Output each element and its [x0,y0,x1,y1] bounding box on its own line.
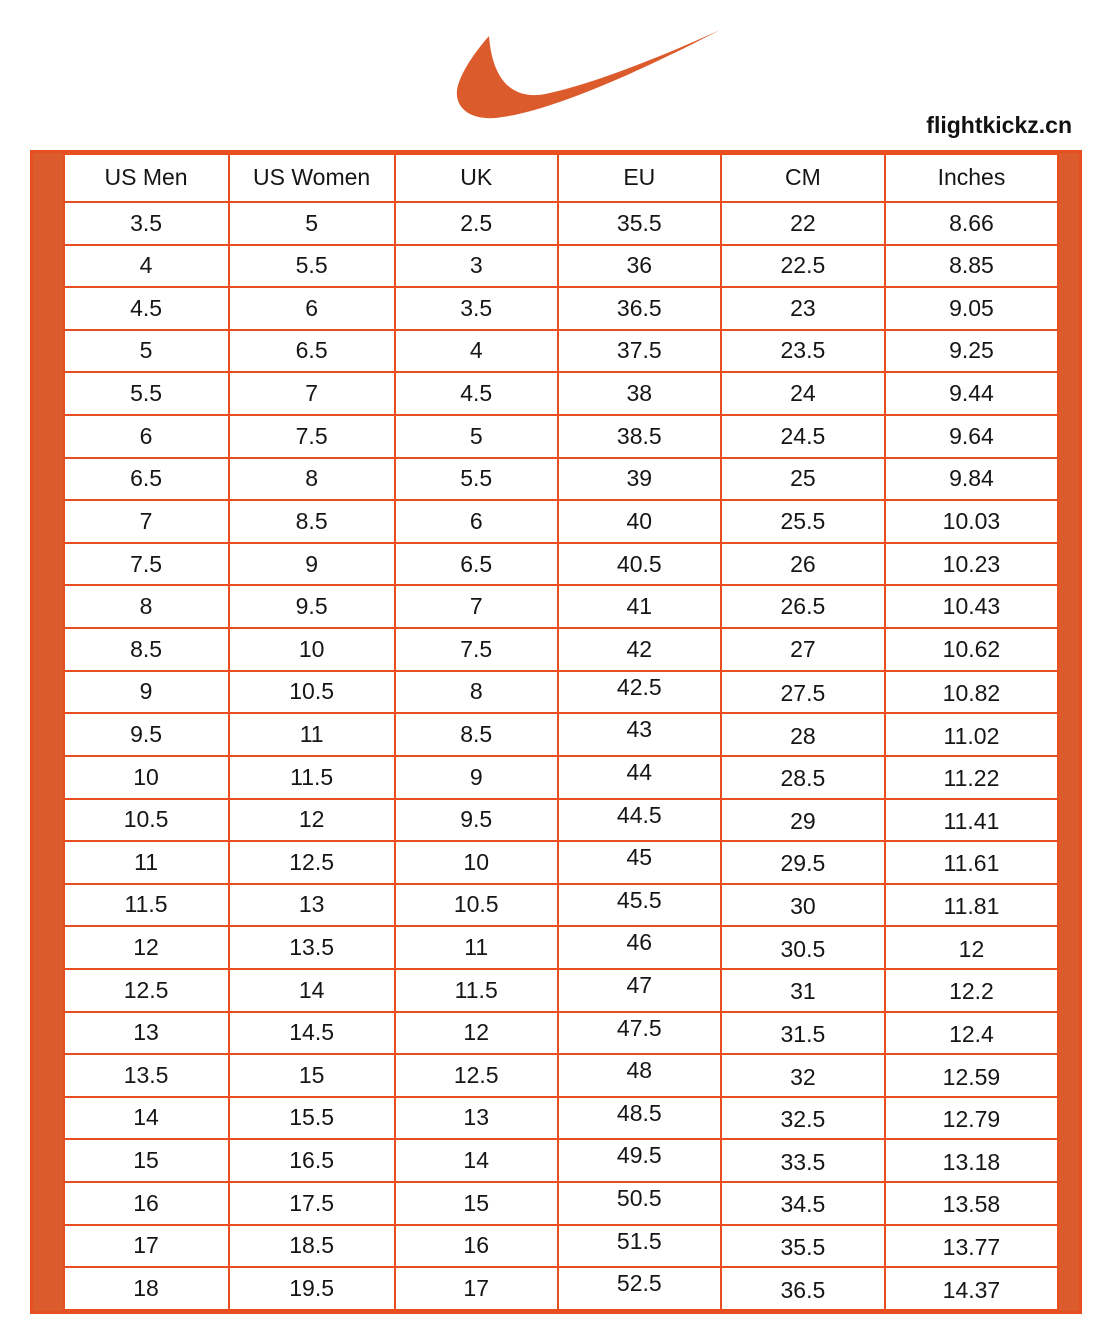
size-cell: 10 [229,628,395,671]
right-accent-bar [1059,153,1079,1311]
size-cell: 47.5 [558,1012,721,1055]
size-cell: 3 [395,245,558,288]
size-cell: 6.5 [229,330,395,373]
size-cell: 13.77 [885,1225,1058,1268]
size-cell: 28 [721,713,885,756]
size-cell: 33.5 [721,1139,885,1182]
size-cell: 4 [395,330,558,373]
table-body [64,202,1058,1310]
table-row [64,884,1058,927]
table-row [64,245,1058,288]
size-cell: 35.5 [721,1225,885,1268]
size-cell: 16 [395,1225,558,1268]
left-accent-bar [33,153,63,1311]
size-cell: 3.5 [64,202,229,245]
size-cell: 24 [721,372,885,415]
size-cell: 25 [721,458,885,501]
size-cell: 12.4 [885,1012,1058,1055]
size-cell: 10 [64,756,229,799]
size-cell: 12.5 [395,1054,558,1097]
size-cell: 12.59 [885,1054,1058,1097]
size-cell: 12.79 [885,1097,1058,1140]
size-cell: 11.41 [885,799,1058,842]
size-cell: 6 [395,500,558,543]
size-cell: 8.5 [395,713,558,756]
table-row [64,287,1058,330]
size-cell: 10.43 [885,585,1058,628]
size-cell: 11 [395,926,558,969]
table-row [64,1267,1058,1310]
size-cell: 5.5 [229,245,395,288]
size-cell: 34.5 [721,1182,885,1225]
size-cell: 14 [229,969,395,1012]
size-cell: 29.5 [721,841,885,884]
size-cell: 4.5 [395,372,558,415]
size-cell: 36.5 [558,287,721,330]
size-cell: 32.5 [721,1097,885,1140]
size-cell: 24.5 [721,415,885,458]
size-cell: 13.18 [885,1139,1058,1182]
size-cell: 14 [64,1097,229,1140]
size-cell: 38 [558,372,721,415]
size-cell: 13.58 [885,1182,1058,1225]
size-cell: 9.5 [64,713,229,756]
size-cell: 5.5 [395,458,558,501]
size-cell: 14 [395,1139,558,1182]
size-cell: 10 [395,841,558,884]
size-conversion-table-frame [30,150,1082,1314]
size-cell: 44 [558,756,721,799]
table-row [64,628,1058,671]
size-cell: 7 [229,372,395,415]
size-cell: 42.5 [558,671,721,714]
column-header-us-men: US Men [64,154,229,202]
size-cell: 18.5 [229,1225,395,1268]
watermark-text: flightkickz.cn [926,112,1072,138]
size-cell: 12 [395,1012,558,1055]
size-cell: 8.85 [885,245,1058,288]
size-cell: 22.5 [721,245,885,288]
size-cell: 16.5 [229,1139,395,1182]
size-cell: 9.5 [229,585,395,628]
header-row [64,154,1058,202]
size-cell: 9 [395,756,558,799]
table-row [64,543,1058,586]
size-cell: 45.5 [558,884,721,927]
size-cell: 12.5 [64,969,229,1012]
table-row [64,500,1058,543]
size-cell: 52.5 [558,1267,721,1310]
table-row [64,1182,1058,1225]
size-cell: 43 [558,713,721,756]
size-cell: 9.44 [885,372,1058,415]
size-cell: 15 [64,1139,229,1182]
size-cell: 12.5 [229,841,395,884]
size-cell: 17 [64,1225,229,1268]
size-cell: 11.61 [885,841,1058,884]
size-cell: 44.5 [558,799,721,842]
size-cell: 3.5 [395,287,558,330]
size-cell: 13 [395,1097,558,1140]
size-cell: 35.5 [558,202,721,245]
table-row [64,1054,1058,1097]
column-header-us-women: US Women [229,154,395,202]
size-cell: 11.02 [885,713,1058,756]
size-cell: 41 [558,585,721,628]
size-cell: 5 [395,415,558,458]
size-cell: 46 [558,926,721,969]
size-cell: 48.5 [558,1097,721,1140]
size-cell: 30.5 [721,926,885,969]
size-cell: 26 [721,543,885,586]
table-row [64,202,1058,245]
size-cell: 36 [558,245,721,288]
size-cell: 4 [64,245,229,288]
size-cell: 10.5 [395,884,558,927]
size-cell: 47 [558,969,721,1012]
table-row [64,330,1058,373]
table-row [64,671,1058,714]
table-row [64,372,1058,415]
size-cell: 23 [721,287,885,330]
size-cell: 6.5 [395,543,558,586]
size-cell: 29 [721,799,885,842]
table-row [64,799,1058,842]
size-cell: 9.64 [885,415,1058,458]
size-cell: 11.81 [885,884,1058,927]
table-row [64,969,1058,1012]
table-row [64,585,1058,628]
size-cell: 13.5 [64,1054,229,1097]
size-cell: 10.23 [885,543,1058,586]
size-cell: 12 [64,926,229,969]
table-row [64,1225,1058,1268]
size-cell: 13.5 [229,926,395,969]
size-cell: 12 [229,799,395,842]
size-cell: 11.5 [395,969,558,1012]
size-cell: 12.2 [885,969,1058,1012]
size-cell: 2.5 [395,202,558,245]
size-cell: 36.5 [721,1267,885,1310]
size-cell: 11.5 [229,756,395,799]
size-cell: 5 [64,330,229,373]
size-cell: 14.5 [229,1012,395,1055]
size-cell: 8 [64,585,229,628]
size-cell: 13 [229,884,395,927]
size-cell: 50.5 [558,1182,721,1225]
size-cell: 9.84 [885,458,1058,501]
size-cell: 23.5 [721,330,885,373]
table-row [64,1012,1058,1055]
size-cell: 11 [64,841,229,884]
size-cell: 17 [395,1267,558,1310]
column-header-eu: EU [558,154,721,202]
size-cell: 12 [885,926,1058,969]
table-row [64,926,1058,969]
size-cell: 8.5 [229,500,395,543]
size-cell: 48 [558,1054,721,1097]
size-cell: 5.5 [64,372,229,415]
size-cell: 14.37 [885,1267,1058,1310]
size-cell: 10.5 [229,671,395,714]
size-cell: 9.5 [395,799,558,842]
size-cell: 7.5 [64,543,229,586]
size-cell: 51.5 [558,1225,721,1268]
size-cell: 15 [395,1182,558,1225]
size-cell: 31 [721,969,885,1012]
size-cell: 9 [64,671,229,714]
size-cell: 13 [64,1012,229,1055]
size-cell: 16 [64,1182,229,1225]
size-cell: 10.62 [885,628,1058,671]
table-row [64,713,1058,756]
size-cell: 38.5 [558,415,721,458]
size-cell: 7 [395,585,558,628]
size-cell: 18 [64,1267,229,1310]
size-cell: 10.5 [64,799,229,842]
table-row [64,841,1058,884]
size-cell: 49.5 [558,1139,721,1182]
size-cell: 39 [558,458,721,501]
size-cell: 4.5 [64,287,229,330]
size-cell: 40.5 [558,543,721,586]
size-cell: 9.25 [885,330,1058,373]
size-cell: 15.5 [229,1097,395,1140]
size-conversion-table [63,153,1059,1311]
size-cell: 25.5 [721,500,885,543]
table-row [64,1097,1058,1140]
size-cell: 6.5 [64,458,229,501]
column-header-uk: UK [395,154,558,202]
size-cell: 10.03 [885,500,1058,543]
size-cell: 17.5 [229,1182,395,1225]
size-cell: 26.5 [721,585,885,628]
size-cell: 30 [721,884,885,927]
size-cell: 9 [229,543,395,586]
table-row [64,458,1058,501]
size-cell: 7.5 [229,415,395,458]
size-cell: 31.5 [721,1012,885,1055]
column-header-inches: Inches [885,154,1058,202]
table-row [64,415,1058,458]
size-cell: 15 [229,1054,395,1097]
size-cell: 22 [721,202,885,245]
size-cell: 9.05 [885,287,1058,330]
size-cell: 8 [229,458,395,501]
size-cell: 7 [64,500,229,543]
size-cell: 45 [558,841,721,884]
size-cell: 11.5 [64,884,229,927]
size-cell: 8 [395,671,558,714]
size-cell: 6 [64,415,229,458]
size-cell: 37.5 [558,330,721,373]
size-cell: 6 [229,287,395,330]
size-cell: 28.5 [721,756,885,799]
size-cell: 8.5 [64,628,229,671]
size-cell: 32 [721,1054,885,1097]
size-cell: 27.5 [721,671,885,714]
size-cell: 19.5 [229,1267,395,1310]
table-row [64,1139,1058,1182]
size-cell: 40 [558,500,721,543]
size-cell: 7.5 [395,628,558,671]
size-cell: 5 [229,202,395,245]
size-cell: 10.82 [885,671,1058,714]
table-row [64,756,1058,799]
size-cell: 11.22 [885,756,1058,799]
size-cell: 27 [721,628,885,671]
size-cell: 11 [229,713,395,756]
size-cell: 8.66 [885,202,1058,245]
column-header-cm: CM [721,154,885,202]
size-cell: 42 [558,628,721,671]
nike-swoosh-icon [453,28,723,123]
